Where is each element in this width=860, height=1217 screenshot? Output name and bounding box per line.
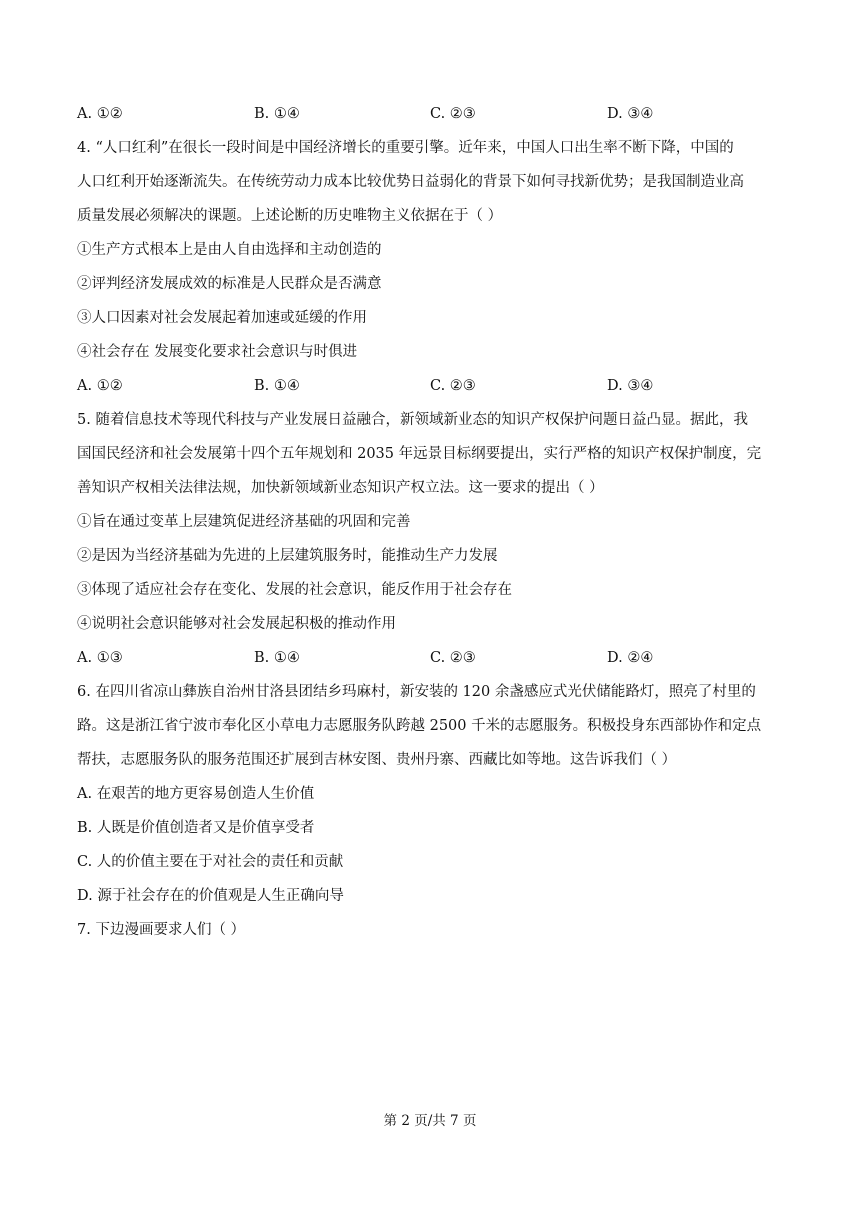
q4-item-4: ④社会存在 发展变化要求社会意识与时俱进 [77,344,358,360]
q5-stem-line-2: 国国民经济和社会发展第十四个五年规划和 2035 年远景目标纲要提出，实行严格的知识产权保护制度，完 [77,446,762,462]
q4-stem-line-2: 人口红利开始逐渐流失。在传统劳动力成本比较优势日益弱化的背景下如何寻找新优势；是我国制造业高 [77,174,744,190]
q6-choice-a: A. 在艰苦的地方更容易创造人生价值 [77,786,315,802]
q5-item-3: ③体现了适应社会存在变化、发展的社会意识，能反作用于社会存在 [77,582,512,598]
q4-options [77,376,787,396]
q5-options [77,648,787,668]
q4-option-a: A. ①② [77,378,123,394]
q5-option-a: A. ①③ [77,650,123,666]
q5-stem-line-3: 善知识产权相关法律法规，加快新领域新业态知识产权立法。这一要求的提出（ ） [77,480,604,496]
q5-item-4: ④说明社会意识能够对社会发展起积极的推动作用 [77,616,396,632]
q6-stem-line-3: 帮扶，志愿服务队的服务范围还扩展到吉林安图、贵州丹寨、西藏比如等地。这告诉我们（ ） [77,752,677,768]
q5-item-1: ①旨在通过变革上层建筑促进经济基础的巩固和完善 [77,514,411,530]
q4-item-1: ①生产方式根本上是由人自由选择和主动创造的 [77,242,382,258]
q6-choice-d: D. 源于社会存在的价值观是人生正确向导 [77,888,344,904]
q3-option-a: A. ①② [77,106,123,122]
q7-stem: 7. 下边漫画要求人们（ ） [77,922,246,938]
q5-item-2: ②是因为当经济基础为先进的上层建筑服务时，能推动生产力发展 [77,548,498,564]
q3-option-d: D. ③④ [607,106,654,122]
q4-stem-line-1: 4. “人口红利”在很长一段时间是中国经济增长的重要引擎。近年来，中国人口出生率不断下降，中国的 [77,140,734,156]
q3-option-b: B. ①④ [254,106,300,122]
q6-choice-c: C. 人的价值主要在于对社会的责任和贡献 [77,854,344,870]
q5-stem-line-1: 5. 随着信息技术等现代科技与产业发展日益融合，新领域新业态的知识产权保护问题日益凸显。据此，我 [77,412,748,428]
q4-item-2: ②评判经济发展成效的标准是人民群众是否满意 [77,276,382,292]
q5-option-c: C. ②③ [430,650,476,666]
q5-option-b: B. ①④ [254,650,300,666]
q5-option-d: D. ②④ [607,650,654,666]
q4-item-3: ③人口因素对社会发展起着加速或延缓的作用 [77,310,367,326]
q3-options [77,104,787,124]
q4-option-c: C. ②③ [430,378,476,394]
q4-option-b: B. ①④ [254,378,300,394]
q3-option-c: C. ②③ [430,106,476,122]
q4-option-d: D. ③④ [607,378,654,394]
q4-stem-line-3: 质量发展必须解决的课题。上述论断的历史唯物主义依据在于（ ） [77,208,503,224]
q6-stem-line-2: 路。这是浙江省宁波市奉化区小草电力志愿服务队跨越 2500 千米的志愿服务。积极投身东西部协作和定点 [77,718,762,734]
q6-stem-line-1: 6. 在四川省凉山彝族自治州甘洛县团结乡玛麻村，新安装的 120 余盏感应式光伏储能路灯，照亮了村里的 [77,684,756,700]
page-footer: 第 2 页/共 7 页 [383,1113,477,1129]
q6-choice-b: B. 人既是价值创造者又是价值享受者 [77,820,315,836]
